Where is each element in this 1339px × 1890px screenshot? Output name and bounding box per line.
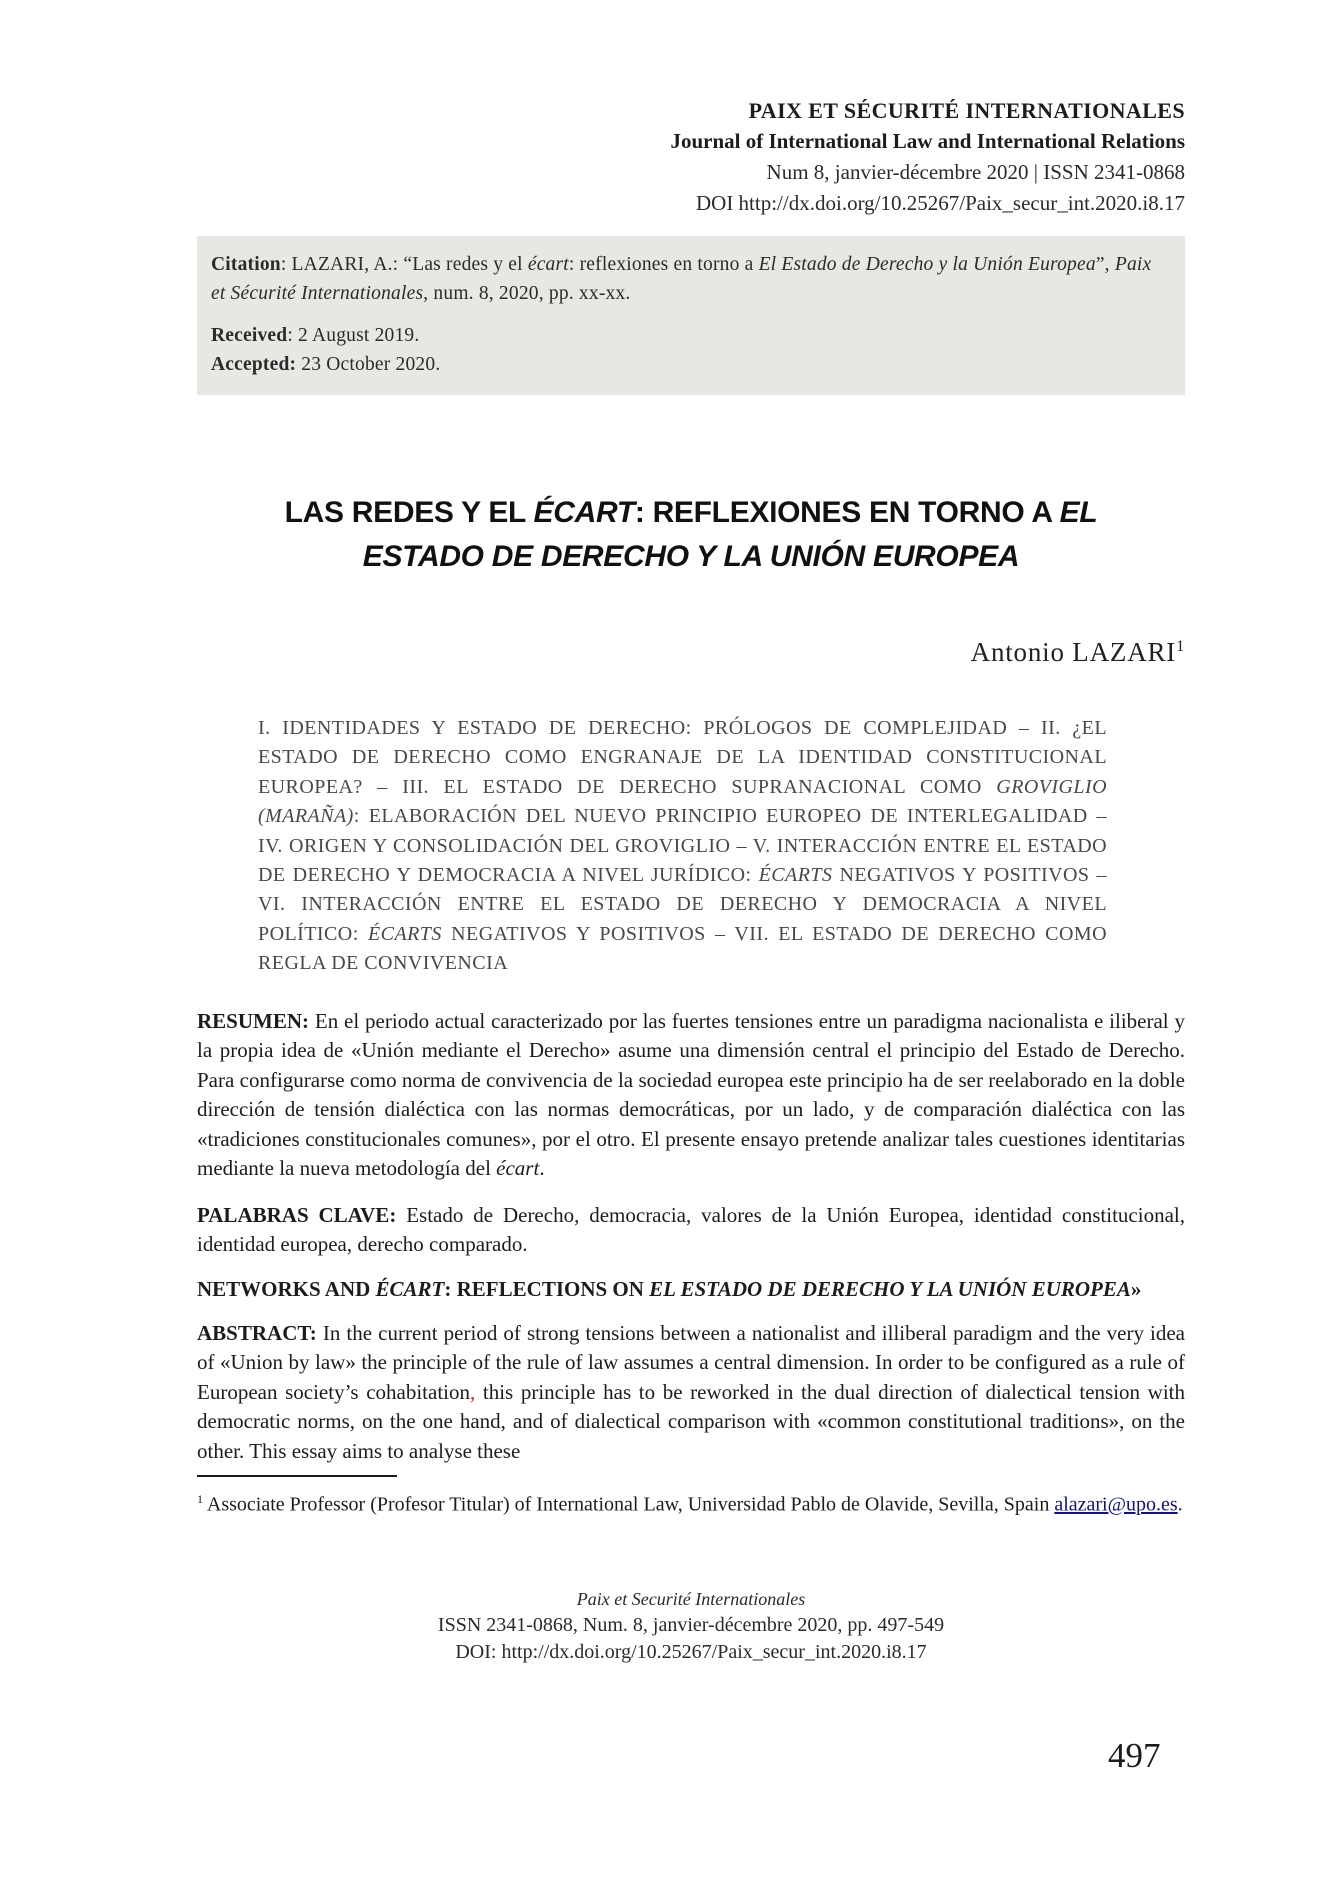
footnote-text: Associate Professor (Profesor Titular) of International Law, Universidad Pablo de Olavide, Sevilla, Spain <box>203 1493 1055 1516</box>
footer-journal-name: Paix et Securité Internationales <box>576 1588 806 1609</box>
english-title <box>197 1274 1185 1305</box>
issue-issn-line: Num 8, janvier-décembre 2020 | ISSN 2341-0868 <box>766 160 1185 184</box>
footnote-separator <box>197 1475 397 1477</box>
journal-title: PAIX ET SÉCURITÉ INTERNATIONALES <box>748 98 1185 123</box>
journal-subtitle: Journal of International Law and International Relations <box>670 129 1185 153</box>
title-segment: LAS REDES Y EL <box>284 496 534 529</box>
outline-segment: NEGATIVOS Y POSITIVOS – VI. INTERACCIÓN ENTRE EL ESTADO DE DERECHO Y DEMOCRACIA A NIVEL POLÍTICO: <box>258 864 1107 945</box>
palabras-clave-body: Estado de Derecho, democracia, valores de la Unión Europea, identidad constitucional, identidad europea, derecho comparado. <box>197 1202 1185 1257</box>
author-name: Antonio LAZARI <box>970 637 1177 667</box>
abstract-body: In the current period of strong tensions between a nationalist and illiberal paradigm and the very idea of «Union by law» the principle of the rule of law assumes a central dimension. In order to be configured as a rule of European society’s cohabitation <box>197 1320 1185 1404</box>
abstract-label: ABSTRACT: <box>197 1320 317 1345</box>
citation-work-title-italic: El Estado de Derecho y la Unión Europea <box>758 254 1096 275</box>
citation-text-segment: : LAZARI, A.: “Las redes y el <box>280 254 528 275</box>
article-title <box>197 491 1185 579</box>
footnote-1 <box>197 1483 1185 1521</box>
abstract-paragraph <box>197 1319 1185 1467</box>
outline-groviglio-italic: GROVIGLIO (MARAÑA) <box>258 775 1107 828</box>
resumen-paragraph <box>197 1007 1185 1184</box>
accepted-value: 23 October 2020. <box>296 354 441 375</box>
received-line <box>211 321 1167 350</box>
outline-segment: NEGATIVOS Y POSITIVOS – VII. EL ESTADO DE DERECHO COMO REGLA DE CONVIVENCIA <box>258 922 1107 975</box>
citation-line <box>211 250 1167 308</box>
author-line <box>197 637 1185 668</box>
resumen-label: RESUMEN: <box>197 1008 310 1033</box>
resumen-end: . <box>539 1156 545 1181</box>
abstract-body: this principle has to be reworked in the dual direction of dialectical tension with democratic norms, on the one hand, and of dialectical comparison with «common constitutional traditions», on the other. This essay aims to analyse these <box>197 1379 1185 1463</box>
citation-label: Citation <box>211 254 281 275</box>
citation-ecart-italic: écart <box>527 254 569 275</box>
english-title-segment: » <box>1130 1276 1142 1301</box>
accepted-label: Accepted: <box>211 354 297 375</box>
title-segment: : REFLEXIONES EN TORNO A <box>634 496 1060 529</box>
page-number: 497 <box>1108 1736 1161 1775</box>
page-footer <box>197 1587 1185 1666</box>
citation-box <box>197 236 1185 395</box>
outline-ecarts-italic: ÉCARTS <box>758 864 833 887</box>
received-label: Received <box>211 325 288 346</box>
author-email-link[interactable]: alazari@upo.es <box>1054 1493 1178 1516</box>
title-ecart-italic: ÉCART <box>533 496 635 529</box>
english-title-segment: : REFLECTIONS ON <box>444 1276 650 1301</box>
outline-ecarts-italic: ÉCARTS <box>368 922 442 945</box>
citation-journal-italic: Paix et Sécurité Internationales <box>211 254 1152 304</box>
english-title-work-italic: EL ESTADO DE DERECHO Y LA UNIÓN EUROPEA <box>649 1276 1131 1301</box>
article-outline <box>258 714 1107 979</box>
author-footnote-ref: 1 <box>1176 637 1185 655</box>
outline-segment: I. IDENTIDADES Y ESTADO DE DERECHO: PRÓLOGOS DE COMPLEJIDAD – II. ¿EL ESTADO DE DERECHO COMO ENGRANAJE DE LA IDENTIDAD CONSTITUCIONAL EUROPEA? – III. EL ESTADO DE DERECHO SUPRANACIONAL COMO <box>258 717 1107 798</box>
citation-text-segment: ”, <box>1095 254 1115 275</box>
article-title-line2: ESTADO DE DERECHO Y LA UNIÓN EUROPEA <box>362 540 1020 573</box>
citation-text-segment: : reflexiones en torno a <box>568 254 759 275</box>
title-segment-italic: EL <box>1059 496 1098 529</box>
journal-masthead <box>197 95 1185 219</box>
english-title-segment: NETWORKS AND <box>197 1276 376 1301</box>
english-title-ecart-italic: ÉCART <box>375 1276 445 1301</box>
accepted-line <box>211 350 1167 379</box>
palabras-clave-label: PALABRAS CLAVE: <box>197 1202 397 1227</box>
received-value: : 2 August 2019. <box>287 325 420 346</box>
footnote-end: . <box>1177 1493 1183 1516</box>
footnote-number: 1 <box>197 1492 203 1507</box>
resumen-ecart-italic: écart <box>496 1156 540 1181</box>
palabras-clave-paragraph <box>197 1201 1185 1260</box>
footer-doi-line: DOI: http://dx.doi.org/10.25267/Paix_secur_int.2020.i8.17 <box>455 1640 927 1663</box>
article-title-line1 <box>197 491 1185 535</box>
resumen-body: En el periodo actual caracterizado por las fuertes tensiones entre un paradigma nacionalista e iliberal y la propia idea de «Unión mediante el Derecho» asume una dimensión central el principio del Estado de Derecho. Para configurarse como norma de convivencia de la sociedad europea este principio ha de ser reelaborado en la doble dirección de tensión dialéctica con las normas democráticas, por un lado, y de comparación dialéctica con las «tradiciones constitucionales comunes», por el otro. El presente ensayo pretende analizar tales cuestiones identitarias mediante la nueva metodología del <box>197 1008 1185 1181</box>
footer-issn-line: ISSN 2341-0868, Num. 8, janvier-décembre 2020, pp. 497-549 <box>437 1613 945 1636</box>
header-doi-line: DOI http://dx.doi.org/10.25267/Paix_secur_int.2020.i8.17 <box>695 191 1185 215</box>
citation-text-segment: , num. 8, 2020, pp. xx-xx. <box>423 283 631 304</box>
outline-segment: : ELABORACIÓN DEL NUEVO PRINCIPIO EUROPEO DE INTERLEGALIDAD – IV. ORIGEN Y CONSOLIDACIÓN DEL GROVIGLIO – V. INTERACCIÓN ENTRE EL ESTADO DE DERECHO Y DEMOCRACIA A NIVEL JURÍDICO: <box>258 805 1107 887</box>
abstract-red-comma: , <box>470 1379 476 1404</box>
